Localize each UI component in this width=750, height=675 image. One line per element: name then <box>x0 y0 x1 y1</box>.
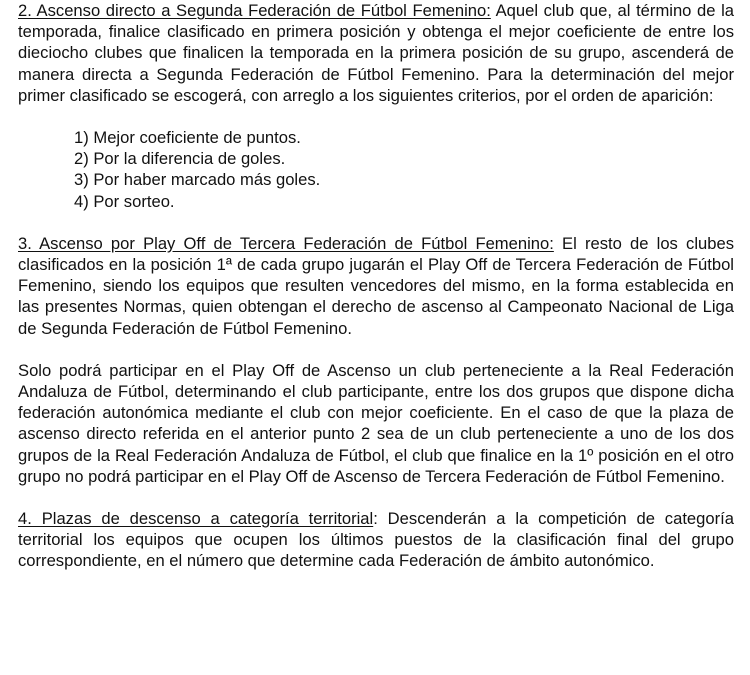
section-3-body: El resto de los clubes clasificados en la posición 1ª de cada grupo jugarán el Play Off de Tercera Federación de Fútbol Femenino, siendo los equipos que resulten vencedores del mismo, en la forma establecida en las presentes Normas, quien obtengan el derecho de ascenso al Campeonato Nacional de Liga de Segunda Federación de Fútbol Femenino. <box>18 233 734 338</box>
section-3-paragraph <box>18 233 734 339</box>
section-2-heading: 2. Ascenso directo a Segunda Federación de Fútbol Femenino: <box>18 1 491 20</box>
section-2-paragraph <box>18 0 734 106</box>
criteria-item: 4) Por sorteo. <box>74 191 175 211</box>
spacer <box>18 339 734 360</box>
criteria-item: 3) Por haber marcado más goles. <box>74 170 321 190</box>
section-4-body: : Descenderán a la competición de categoría territorial los equipos que ocupen los últimos puestos de la clasificación final del grupo correspondiente, en el número que determine cada Federación de ámbito autonómico. <box>18 509 734 571</box>
section-3-second-paragraph: Solo podrá participar en el Play Off de Ascenso un club perteneciente a la Real Federación Andaluza de Fútbol, determinando el club participante, entre los dos grupos que dispone dicha federación autonómica mediante el club con mejor coeficiente. En el caso de que la plaza de ascenso directo referida en el anterior punto 2 sea de un club perteneciente a uno de los dos grupos de la Real Federación Andaluza de Fútbol, el club que finalice en la 1º posición en el otro grupo no podrá participar en el Play Off de Ascenso de Tercera Federación de Fútbol Femenino. <box>18 360 734 486</box>
section-4-paragraph <box>18 508 734 572</box>
criteria-item: 1) Mejor coeficiente de puntos. <box>74 128 301 148</box>
criteria-item: 2) Por la diferencia de goles. <box>74 149 286 169</box>
section-2-body: Aquel club que, al término de la temporada, finalice clasificado en primera posición y obtenga el mejor coeficiente de entre los dieciocho clubes que finalicen la temporada en la primera posición de su grupo, ascenderá de manera directa a Segunda Federación de Fútbol Femenino. Para la determinación del mejor primer clasificado se escogerá, con arreglo a los siguientes criterios, por el orden de aparición: <box>18 1 734 105</box>
spacer <box>18 487 734 508</box>
section-4-heading: 4. Plazas de descenso a categoría territorial <box>18 509 374 529</box>
section-3-heading: 3. Ascenso por Play Off de Tercera Federación de Fútbol Femenino: <box>18 233 554 253</box>
spacer <box>18 212 734 233</box>
document-page <box>18 0 734 572</box>
spacer <box>18 106 734 127</box>
criteria-list <box>18 127 734 212</box>
